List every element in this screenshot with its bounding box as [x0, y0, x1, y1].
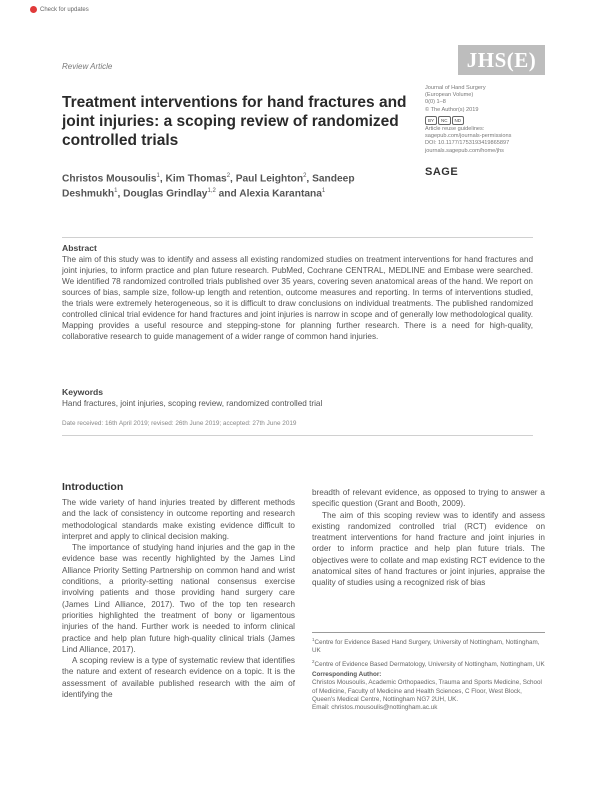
journal-meta — [425, 85, 560, 155]
corresponding-address: Christos Mousoulis, Academic Orthopaedics, Trauma and Sports Medicine, School of Medicine, Faculty of Medicine and Health Sciences, C Floor, West Block, Queen's Medical Centre, Nottingham NG7 2UH, UK. — [312, 679, 542, 703]
copyright: © The Author(s) 2019 — [425, 106, 479, 113]
affiliation-2: $^2$Centre of Evidence Based Dermatology, University of Nottingham, Nottingham, UK — [312, 658, 545, 668]
author-name: Sandeep Deshmukh — [62, 173, 355, 200]
journal-home-link[interactable]: journals.sagepub.com/home/jhs — [425, 147, 504, 154]
abstract-heading: Abstract — [62, 243, 97, 253]
affiliation-marker: 1 — [156, 173, 160, 179]
check-for-updates-label: Check for updates — [40, 6, 89, 13]
cc-nd-badge: ND — [452, 116, 465, 125]
author-name: Christos Mousoulis — [62, 173, 157, 185]
affiliation-marker: 2 — [303, 173, 307, 179]
paragraph: The wide variety of hand injuries treated by different methods and the lack of consistency in outcome reporting and research methodological standards make existing evidence difficult to interpret and apply to clinical decision making. — [62, 498, 295, 541]
footnotes — [312, 632, 545, 715]
sage-logo: SAGE — [425, 166, 459, 178]
submission-dates: Date received: 16th April 2019; revised: 26th June 2019; accepted: 27th June 2019 — [62, 420, 297, 427]
author-name: Alexia Karantana — [239, 188, 322, 200]
article-type: Review Article — [62, 62, 113, 71]
check-updates-icon — [30, 6, 37, 13]
abstract-text: The aim of this study was to identify and assess all existing randomized studies on treatment interventions for hand fractures and joint injuries, to inform practice and plan future research. PubMed, Cochrane CENTRAL, MEDLINE and Embase were searched. We identified 78 randomized controlled trials published over 35 years, covering seven anatomical areas of the hand. We report on sources of bias, sample size, follow-up length and retention, outcome measures and reporting. In terms of interventions studied, the trials were extremely heterogeneous, so it is difficult to draw conclusions on individual treatments. The published randomized controlled clinical trial evidence for hand fractures and joint injuries is narrow in scope and of generally low methodological quality. Mapping provides a useful resource and stepping-stone for planning further research. There is a need for high-quality, collaborative research to guide management of a wider range of common hand injuries. — [62, 255, 533, 341]
affiliation-marker: 1,2 — [207, 188, 216, 195]
journal-volume: (European Volume) — [425, 92, 474, 99]
affiliation-marker: 1 — [114, 188, 118, 195]
keywords-text: Hand fractures, joint injuries, scoping review, randomized controlled trial — [62, 399, 323, 408]
author-list: Christos Mousoulis$^1$, Kim Thomas$^2$, Paul Leighton$^2$, Sandeep Deshmukh$^1$, Douglas Grindlay$^{1,2}$ and Alexia Karantana$^1$ — [62, 173, 355, 200]
introduction-heading: Introduction — [62, 481, 124, 493]
cc-license-icon[interactable] — [425, 116, 560, 125]
corresponding-heading: Corresponding Author: — [312, 671, 382, 679]
cc-by-badge: BY — [425, 116, 437, 125]
reuse-link[interactable]: sagepub.com/journals-permissions — [425, 133, 512, 140]
author-name: Kim Thomas — [165, 173, 227, 185]
journal-name: Journal of Hand Surgery — [425, 85, 486, 91]
doi-link[interactable]: DOI: 10.1177/1753193419865897 — [425, 140, 510, 147]
journal-pages: 0(0) 1–8 — [425, 99, 446, 106]
paragraph: The importance of studying hand injuries and the gap in the evidence base was recently highlighted by the James Lind Alliance Priority Setting Partnership on common hand and wrist conditions, a priority-setting national consensus exercise involving patients and those providing hand surgery care (James Lind Alliance, 2017). Two of the top ten research priorities highlighted the treatment of bony or ligamentous injuries of the hand. Further work is needed to inform clinical practice and help plan future high-quality clinical trials (James Lind Alliance, 2017). — [62, 543, 295, 654]
divider — [62, 237, 533, 238]
divider — [62, 435, 533, 436]
paragraph: A scoping review is a type of systematic review that identifies the nature and extent of research evidence on a topic. It is the assessment of available published research with the aim of identifying the — [62, 656, 295, 700]
author-email[interactable]: Email: christos.mousoulis@nottingham.ac.uk — [312, 704, 438, 712]
paragraph: The aim of this scoping review was to identify and assess existing randomized controlled trial (RCT) evidence on treatment interventions for hand fracture and joint injuries in order to inform practice and help plan future trials. The objectives were to collate and map existing RCT evidence to the anatomical sites of hand fractures or joint injuries, appraise the quality of studies using a recognized risk of bias — [312, 510, 545, 588]
journal-logo: JHS(E) — [458, 45, 545, 75]
keywords-heading: Keywords — [62, 387, 104, 397]
body-column-right — [312, 487, 545, 589]
affiliation-1: $^1$Centre for Evidence Based Hand Surgery, University of Nottingham, Nottingham, UK — [312, 637, 540, 655]
corresponding-author — [312, 671, 545, 712]
paper-title: Treatment interventions for hand fractures and joint injuries: a scoping review of randomized controlled trials — [62, 94, 407, 149]
affiliation-marker: 2 — [226, 173, 231, 179]
paragraph: breadth of relevant evidence, as opposed to trying to answer a specific question (Grant and Booth, 2009). — [312, 488, 545, 509]
check-for-updates-badge[interactable] — [30, 6, 89, 13]
affiliation-marker: 1 — [321, 188, 326, 195]
body-column-left — [62, 497, 295, 700]
author-name: Douglas Grindlay — [123, 188, 208, 200]
author-name: Paul Leighton — [235, 173, 304, 185]
cc-nc-badge: NC — [438, 116, 451, 125]
reuse-label: Article reuse guidelines: — [425, 126, 485, 133]
